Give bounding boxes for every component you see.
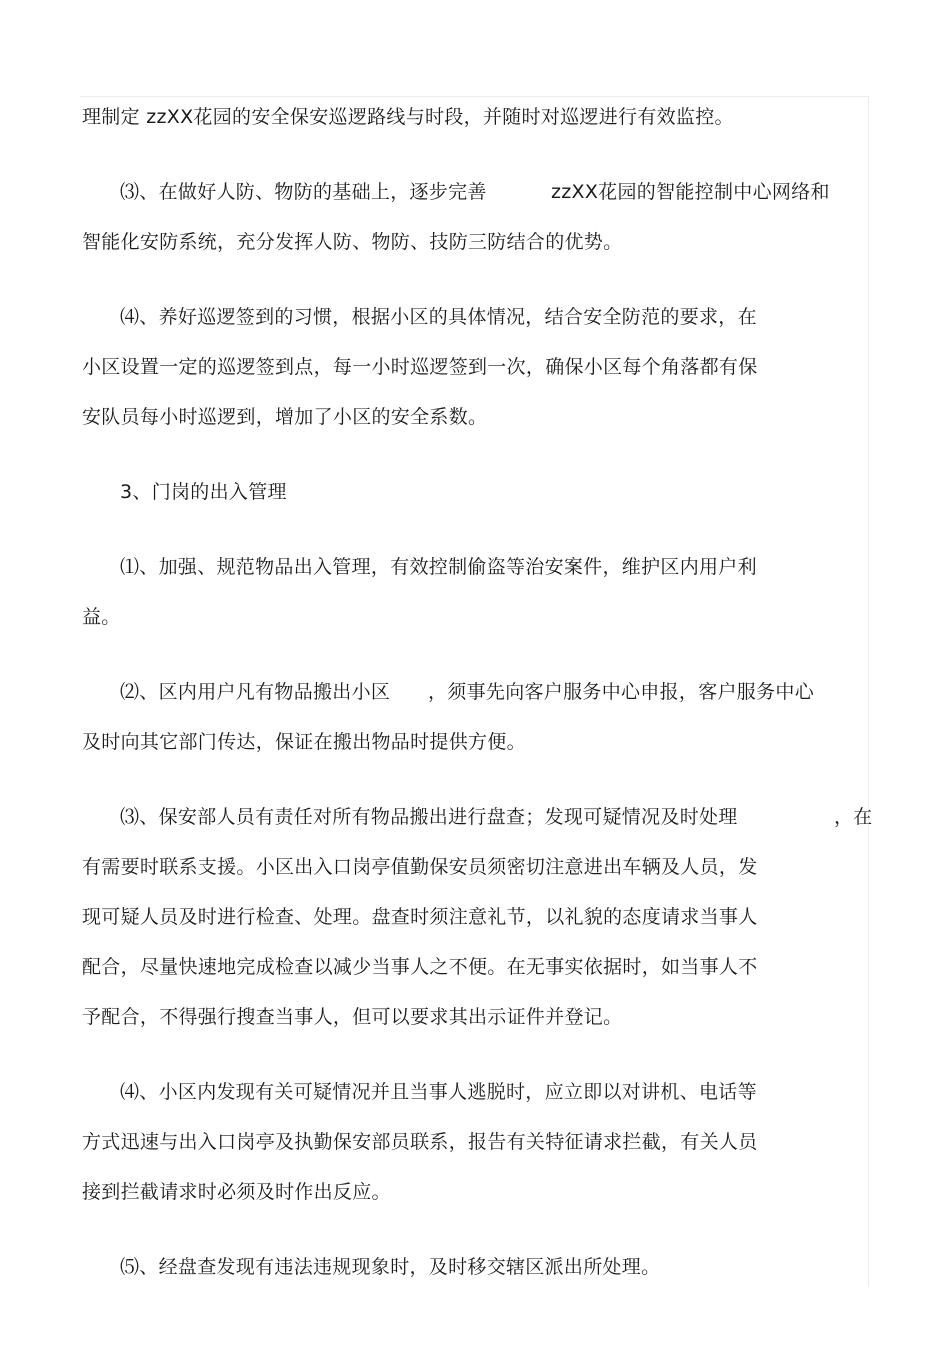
text-line: 理制定 zzXX花园的安全保安巡逻路线与时段，并随时对巡逻进行有效监控。 [82, 106, 734, 128]
section-heading: 3、门岗的出入管理 [120, 481, 287, 503]
text-line: 接到拦截请求时必须及时作出反应。 [82, 1181, 391, 1203]
text-line: 方式迅速与出入口岗亭及执勤保安部员联系，报告有关特征请求拦截，有关人员 [82, 1131, 758, 1153]
text-line: 智能化安防系统，充分发挥人防、物防、技防三防结合的优势。 [82, 231, 623, 253]
text-line: ⑸、经盘查发现有违法违规现象时，及时移交辖区派出所处理。 [120, 1256, 661, 1278]
text-line: ⑷、养好巡逻签到的习惯，根据小区的具体情况，结合安全防范的要求，在 [120, 306, 757, 328]
text-line: zzXX花园的智能控制中心网络和 [551, 181, 830, 203]
text-line: ⑷、小区内发现有关可疑情况并且当事人逃脱时，应立即以对讲机、电话等 [120, 1081, 757, 1103]
text-line: ⑴、加强、规范物品出入管理，有效控制偷盗等治安案件，维护区内用户利 [120, 556, 757, 578]
text-line: 益。 [82, 606, 121, 628]
text-line: 安队员每小时巡逻到，增加了小区的安全系数。 [82, 406, 488, 428]
text-line: 予配合，不得强行搜查当事人，但可以要求其出示证件并登记。 [82, 1006, 623, 1028]
text-line: ⑶、保安部人员有责任对所有物品搬出进行盘查；发现可疑情况及时处理 [120, 806, 738, 828]
text-line: ，在 [834, 806, 873, 828]
text-line: 有需要时联系支援。小区出入口岗亭值勤保安员须密切注意进出车辆及人员，发 [82, 856, 758, 878]
text-line: 现可疑人员及时进行检查、处理。盘查时须注意礼节，以礼貌的态度请求当事人 [82, 906, 758, 928]
text-line: 配合，尽量快速地完成检查以减少当事人之不便。在无事实依据时，如当事人不 [82, 956, 758, 978]
text-line: 小区设置一定的巡逻签到点，每一小时巡逻签到一次，确保小区每个角落都有保 [82, 356, 758, 378]
text-line: 及时向其它部门传达，保证在搬出物品时提供方便。 [82, 731, 526, 753]
text-line: ⑵、区内用户凡有物品搬出小区 [120, 681, 391, 703]
text-line: ⑶、在做好人防、物防的基础上，逐步完善 [120, 181, 487, 203]
text-line: ，须事先向客户服务中心申报，客户服务中心 [428, 681, 815, 703]
